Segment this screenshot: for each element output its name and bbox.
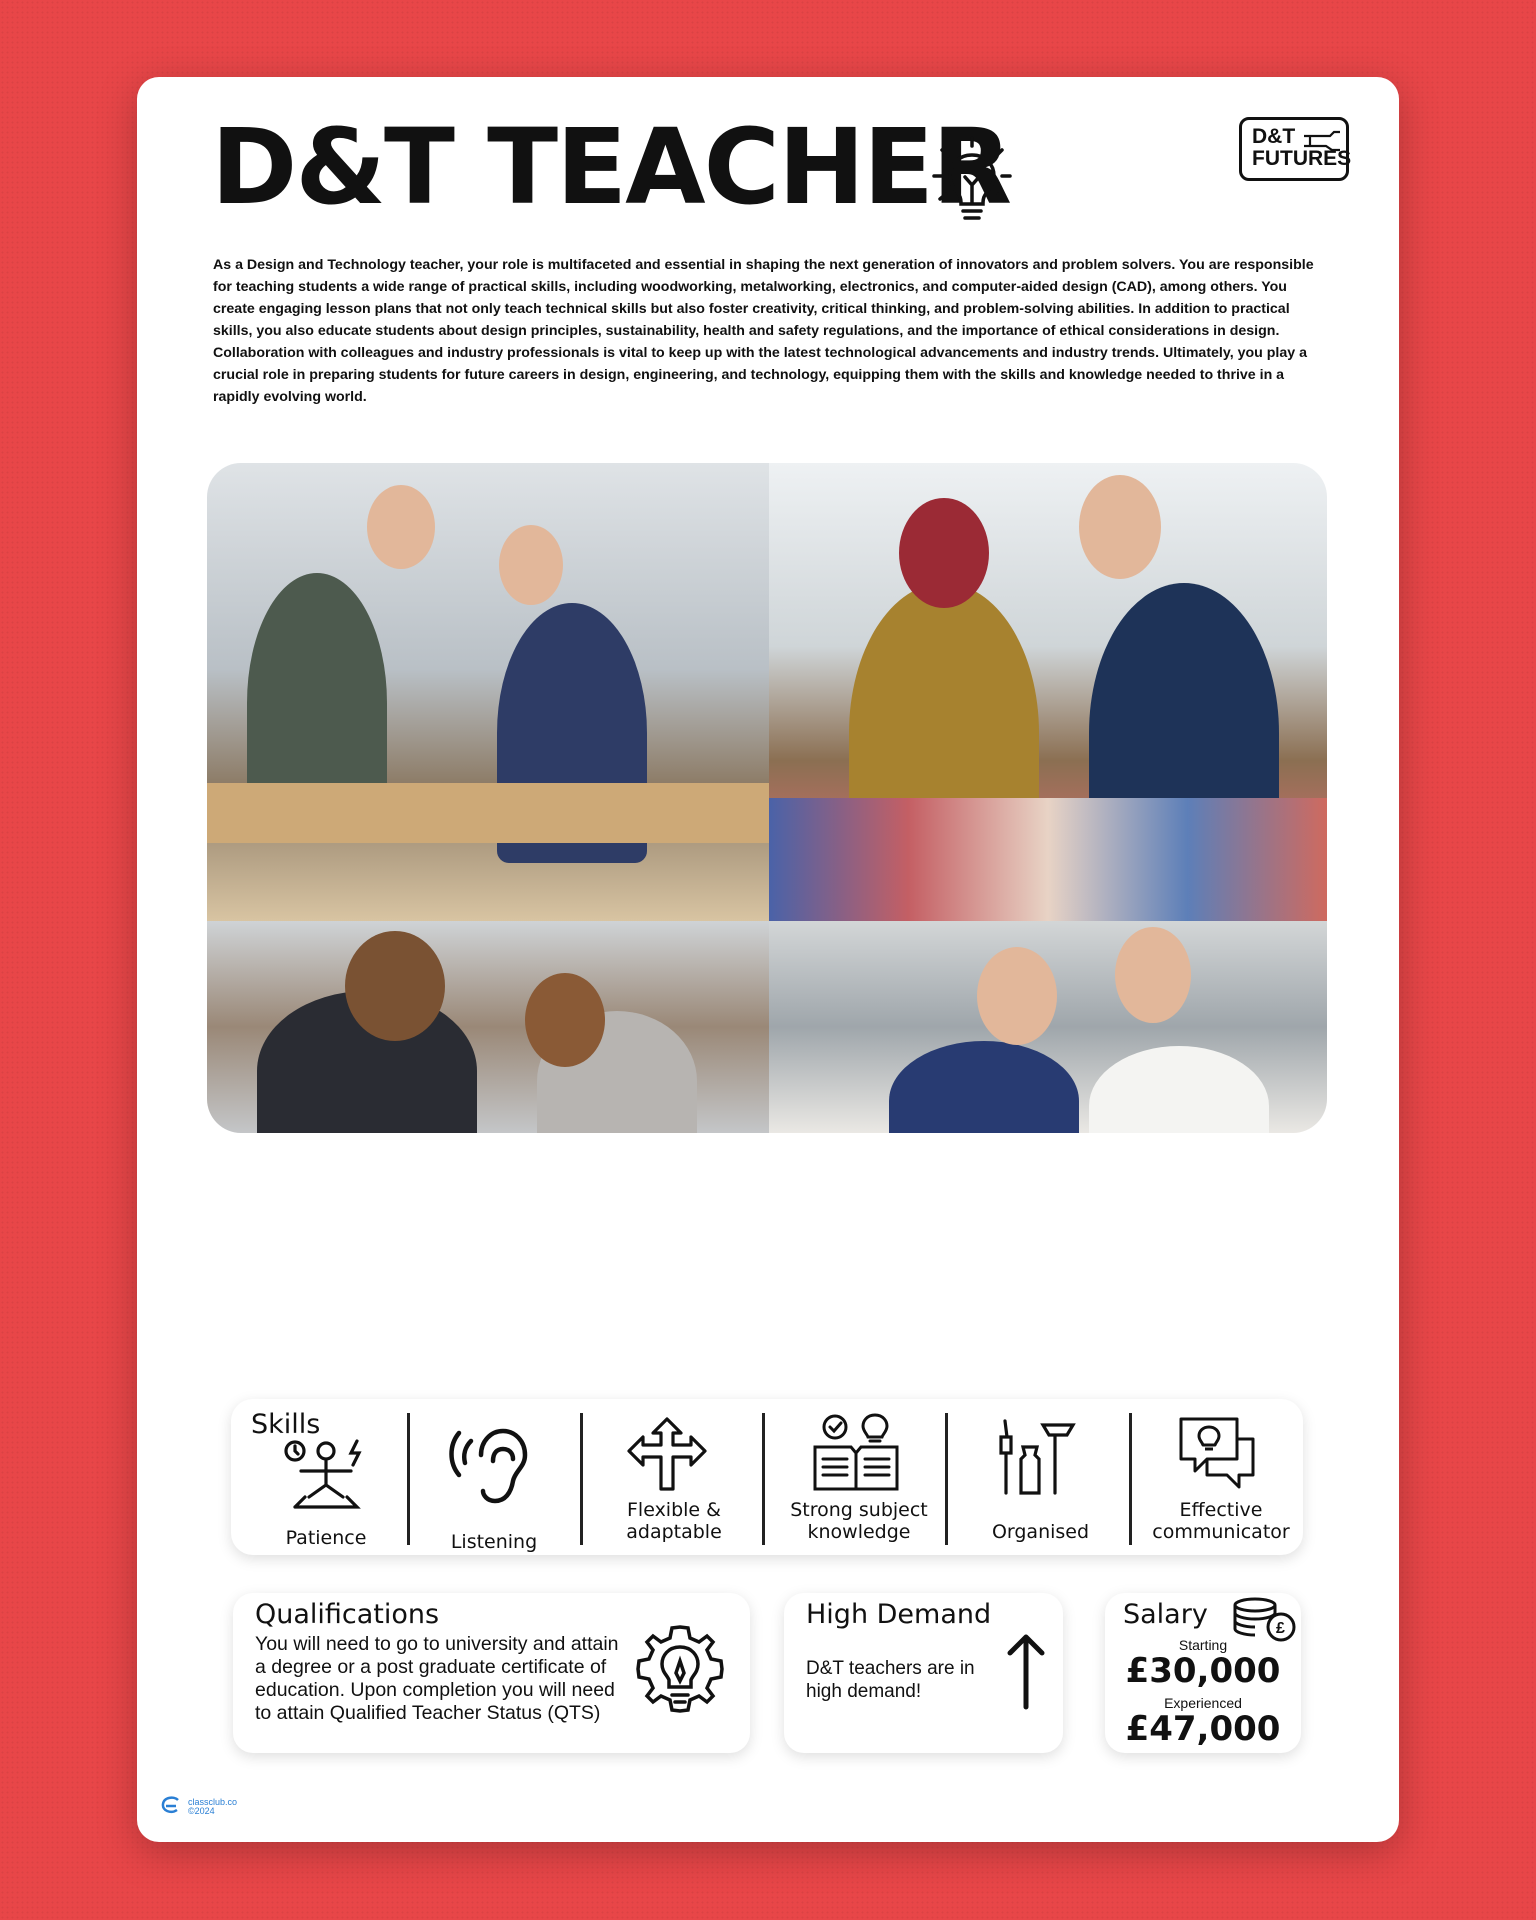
high-demand-box	[784, 1593, 1063, 1753]
skill-knowledge-label: Strong subject knowledge	[790, 1499, 928, 1543]
high-demand-text: D&T teachers are in high demand!	[806, 1658, 975, 1702]
qualifications-heading: Qualifications	[255, 1599, 440, 1630]
skill-flexible-label: Flexible & adaptable	[626, 1499, 722, 1543]
dt-futures-logo	[1239, 117, 1352, 181]
skill-patience-label: Patience	[285, 1527, 367, 1549]
footer-brand: classclub.co	[188, 1797, 238, 1807]
skills-heading: Skills	[251, 1409, 321, 1440]
tools-icon	[993, 1417, 1077, 1497]
divider	[580, 1413, 583, 1545]
qualifications-text: You will need to go to university and attain a degree or a post graduate certificate of education. Upon completion you will need to attain Qualified Teacher Status (QTS)	[255, 1633, 619, 1724]
high-demand-heading: High Demand	[806, 1599, 992, 1630]
page-title: D&T TEACHER	[211, 106, 1011, 228]
photo-chef-and-teacher	[769, 921, 1327, 1133]
classclub-logo-icon	[160, 1796, 182, 1814]
photo-textiles-class	[769, 463, 1327, 921]
meditation-icon	[281, 1437, 371, 1517]
skill-organised-label: Organised	[991, 1521, 1090, 1543]
divider	[945, 1413, 948, 1545]
poster-card	[137, 77, 1399, 1842]
qualifications-box	[233, 1593, 750, 1753]
salary-box	[1105, 1593, 1301, 1753]
logo-line1: D&T	[1252, 125, 1296, 148]
book-idea-icon	[811, 1411, 901, 1493]
photo-woodwork-workshop	[207, 463, 769, 921]
directions-icon	[627, 1417, 707, 1491]
salary-starting-label: Starting	[1178, 1637, 1228, 1653]
photo-collage	[207, 463, 1327, 1133]
divider	[1129, 1413, 1132, 1545]
ear-icon	[449, 1421, 529, 1511]
classclub-footer	[162, 1798, 237, 1816]
salary-heading: Salary	[1123, 1599, 1208, 1630]
skills-panel	[231, 1399, 1303, 1555]
gear-lightbulb-icon	[628, 1623, 732, 1727]
logo-line2: FUTURES	[1252, 147, 1352, 170]
arrow-up-icon	[1006, 1631, 1046, 1711]
salary-experienced-label: Experienced	[1164, 1695, 1242, 1711]
divider	[407, 1413, 410, 1545]
speech-bubbles-icon	[1177, 1415, 1257, 1491]
svg-text:£: £	[1276, 1620, 1285, 1637]
intro-paragraph: As a Design and Technology teacher, your role is multifaceted and essential in shaping the next generation of innovators and problem solvers. You are responsible for teaching students a wide range of practical skills, including woodworking, metalworking, electronics, and computer-aided design (CAD), among others. You create engaging lesson plans that not only teach technical skills but also foster creativity, critical thinking, and problem-solving abilities. In addition to practical skills, you also educate students about design principles, sustainability, health and safety regulations, and the importance of ethical considerations in design. Collaboration with colleagues and industry professionals is vital to keep up with the latest technological advancements and industry trends. Ultimately, you play a crucial role in preparing students for future careers in design, engineering, and technology, equipping them with the skills and knowledge needed to thrive in a rapidly evolving world.	[213, 257, 1314, 405]
lightbulb-icon	[932, 135, 1012, 227]
salary-starting-value: £30,000	[1125, 1651, 1281, 1691]
skill-listening-label: Listening	[450, 1531, 538, 1553]
skill-communicator-label: Effective communicator	[1152, 1499, 1290, 1543]
divider	[762, 1413, 765, 1545]
tools-logo-icon	[1302, 130, 1342, 152]
photo-teacher-with-student	[207, 921, 769, 1133]
footer-year: ©2024	[188, 1806, 215, 1816]
salary-experienced-value: £47,000	[1125, 1709, 1281, 1749]
